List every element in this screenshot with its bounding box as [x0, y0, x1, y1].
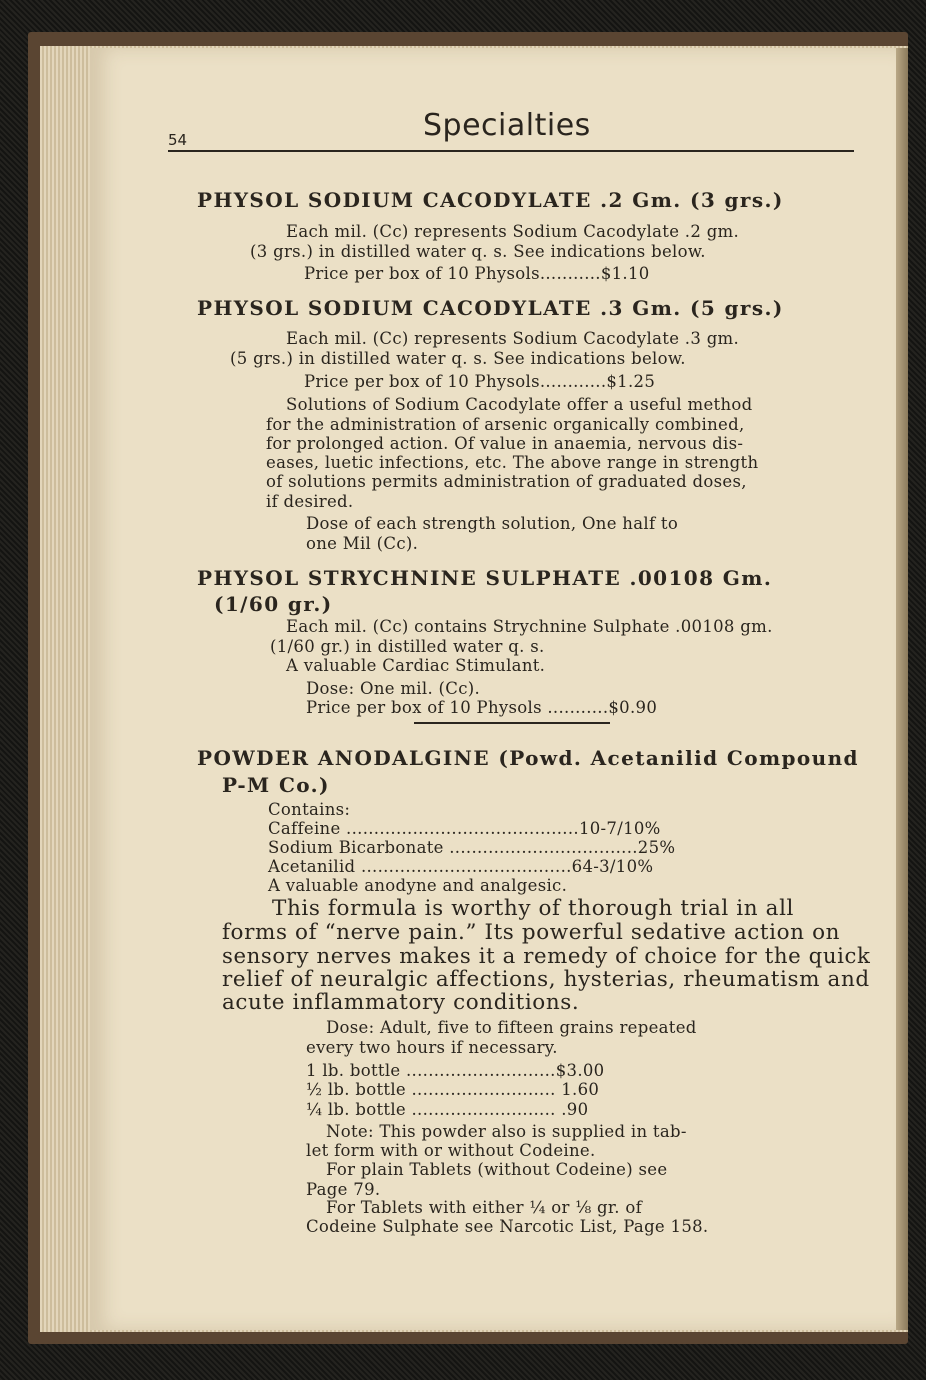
text-line: (3 grs.) in distilled water q. s. See indications below. — [250, 242, 706, 261]
ingredient-line: Caffeine ..........................................10-7/10% — [268, 819, 661, 838]
text-line: Page 79. — [306, 1180, 381, 1199]
large-text-line: This formula is worthy of thorough trial in all — [272, 896, 795, 921]
text-line: (5 grs.) in distilled water q. s. See indications below. — [230, 349, 686, 368]
text-line: (1/60 gr.) in distilled water q. s. — [270, 637, 545, 656]
section-heading-continued: P-M Co.) — [222, 773, 330, 797]
text-line: eases, luetic infections, etc. The above range in strength — [266, 453, 759, 472]
text-line: Dose: One mil. (Cc). — [306, 679, 481, 698]
text-line: Codeine Sulphate see Narcotic List, Page 158. — [306, 1217, 709, 1236]
section-heading: PHYSOL SODIUM CACODYLATE .3 Gm. (5 grs.) — [197, 296, 784, 320]
page-title: Specialties — [423, 108, 591, 143]
text-line: if desired. — [266, 492, 354, 511]
large-text-line: relief of neuralgic affections, hysterias, rheumatism and — [222, 967, 870, 992]
ingredient-line: Sodium Bicarbonate ..................................25% — [268, 838, 676, 857]
price-line: 1 lb. bottle ...........................$3.00 — [306, 1061, 605, 1080]
large-text-line: forms of “nerve pain.” Its powerful sedative action on — [222, 920, 841, 945]
section-heading: PHYSOL SODIUM CACODYLATE .2 Gm. (3 grs.) — [197, 188, 784, 212]
text-line: A valuable Cardiac Stimulant. — [286, 656, 546, 675]
section-heading-continued: (1/60 gr.) — [214, 592, 333, 616]
text-line: of solutions permits administration of graduated doses, — [266, 472, 747, 491]
text-line: Contains: — [268, 800, 351, 819]
header-rule — [168, 150, 854, 152]
text-line: for the administration of arsenic organically combined, — [266, 415, 745, 434]
text-line: Each mil. (Cc) contains Strychnine Sulphate .00108 gm. — [286, 617, 773, 636]
text-line: Solutions of Sodium Cacodylate offer a useful method — [286, 395, 753, 414]
text-line: Each mil. (Cc) represents Sodium Cacodylate .3 gm. — [286, 329, 740, 348]
price-line: Price per box of 10 Physols ...........$0.90 — [306, 698, 658, 717]
price-line: Price per box of 10 Physols...........$1.10 — [304, 264, 650, 283]
text-line: For Tablets with either ¼ or ⅛ gr. of — [326, 1198, 643, 1217]
large-text-line: acute inflammatory conditions. — [222, 990, 580, 1015]
text-line: A valuable anodyne and analgesic. — [268, 876, 568, 895]
section-heading: PHYSOL STRYCHNINE SULPHATE .00108 Gm. — [197, 566, 773, 590]
price-line: Price per box of 10 Physols............$1.25 — [304, 372, 656, 391]
text-line: let form with or without Codeine. — [306, 1141, 596, 1160]
ingredient-line: Acetanilid ......................................64-3/10% — [268, 857, 654, 876]
text-line: for prolonged action. Of value in anaemia, nervous dis- — [266, 434, 744, 453]
large-text-line: sensory nerves makes it a remedy of choice for the quick — [222, 944, 871, 969]
text-line: For plain Tablets (without Codeine) see — [326, 1160, 668, 1179]
price-line: ¼ lb. bottle .......................... .90 — [306, 1100, 589, 1119]
text-line: Dose of each strength solution, One half to — [306, 514, 679, 533]
text-line: Note: This powder also is supplied in tab- — [326, 1122, 687, 1141]
text-line: every two hours if necessary. — [306, 1038, 558, 1057]
text-line: one Mil (Cc). — [306, 534, 419, 553]
section-heading: POWDER ANODALGINE (Powd. Acetanilid Compound — [197, 746, 859, 770]
price-line: ½ lb. bottle .......................... 1.60 — [306, 1080, 600, 1099]
text-line: Each mil. (Cc) represents Sodium Cacodylate .2 gm. — [286, 222, 740, 241]
text-line: Dose: Adult, five to fifteen grains repeated — [326, 1018, 697, 1037]
page-right-edge — [896, 48, 908, 1330]
page-number: 54 — [168, 131, 188, 149]
section-divider — [414, 722, 610, 724]
